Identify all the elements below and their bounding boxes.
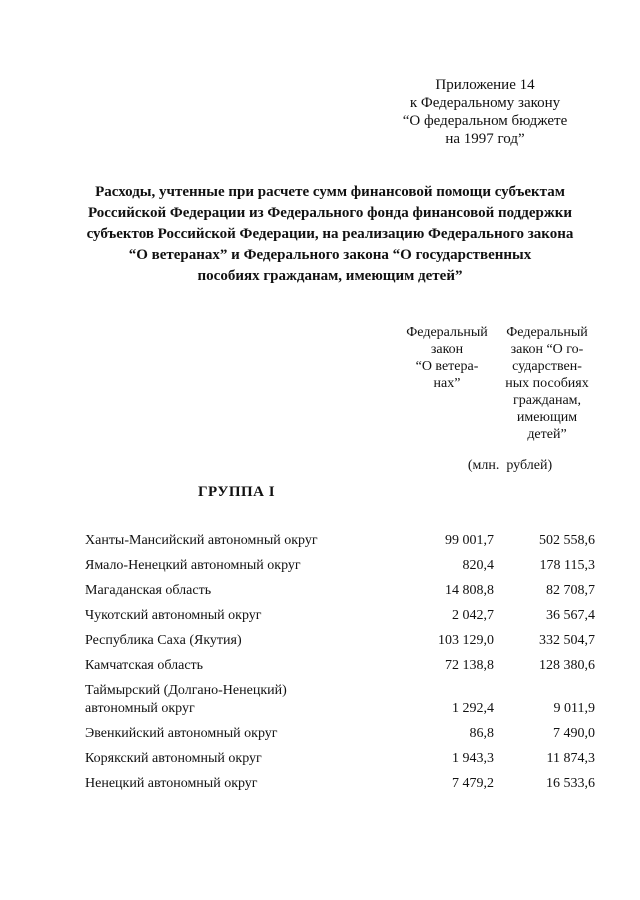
column-header-line: закон (430, 342, 464, 357)
column-header-line: имеющим (516, 410, 578, 425)
table-row (0, 557, 640, 575)
appendix-line: Приложение 14 (435, 77, 535, 93)
appendix-line: “О федеральном бюджете (402, 113, 568, 129)
table-row (0, 632, 640, 650)
table-row (0, 750, 640, 768)
region-name-line: автономный округ (85, 701, 195, 716)
table-row (0, 775, 640, 793)
appendix-line: к Федеральному закону (409, 95, 561, 111)
region-name: Ненецкий автономный округ (85, 776, 258, 791)
region-name: Магаданская область (85, 583, 212, 598)
region-name: Республика Саха (Якутия) (85, 633, 242, 648)
title-line: субъектов Российской Федерации, на реализацию Федерального закона (86, 226, 574, 242)
column-header-line: Федеральный (506, 325, 588, 340)
column-header-line: “О ветера- (415, 359, 479, 374)
region-name: Камчатская область (85, 658, 204, 673)
region-name (85, 682, 385, 718)
column-header-line: детей” (527, 427, 567, 442)
column-header-line: нах” (433, 376, 461, 391)
region-name-line: Таймырский (Долгано-Ненецкий) (85, 683, 287, 698)
column-header-line: сударствен- (512, 359, 582, 374)
title-line: Российской Федерации из Федерального фонда финансовой поддержки (87, 205, 573, 221)
table-row (0, 725, 640, 743)
child-benefits-value: 128 380,6 (539, 658, 595, 673)
table-row (0, 657, 640, 675)
child-benefits-value: 36 567,4 (546, 608, 595, 623)
table-row (0, 532, 640, 550)
column-header-line: гражданам, (512, 393, 582, 408)
child-benefits-value: 332 504,7 (539, 633, 595, 648)
group-title: ГРУППА I (198, 484, 276, 500)
appendix-line: на 1997 год” (445, 131, 525, 147)
appendix-header (370, 76, 600, 148)
region-table (0, 532, 640, 793)
veterans-value: 99 001,7 (445, 533, 494, 548)
column-header-line: Федеральный (406, 325, 488, 340)
column-header-line: закон “О го- (510, 342, 584, 357)
region-name: Эвенкийский автономный округ (85, 726, 278, 741)
column-header-child-benefits (497, 324, 597, 443)
veterans-value: 14 808,8 (445, 583, 494, 598)
veterans-value: 820,4 (462, 558, 494, 573)
table-row (0, 682, 640, 718)
title-line: пособиях гражданам, имеющим детей” (197, 268, 463, 284)
child-benefits-value: 82 708,7 (546, 583, 595, 598)
region-name: Чукотский автономный округ (85, 608, 262, 623)
veterans-value: 7 479,2 (452, 776, 494, 791)
region-name: Ханты-Мансийский автономный округ (85, 533, 318, 548)
column-header-veterans (397, 324, 497, 392)
child-benefits-value: 9 011,9 (553, 701, 595, 716)
region-name: Корякский автономный округ (85, 751, 262, 766)
title-line: Расходы, учтенные при расчете сумм финансовой помощи субъектам (95, 184, 565, 200)
region-name: Ямало-Ненецкий автономный округ (85, 558, 301, 573)
veterans-value: 86,8 (469, 726, 494, 741)
child-benefits-value: 502 558,6 (539, 533, 595, 548)
table-row (0, 607, 640, 625)
title-line: “О ветеранах” и Федерального закона “О государственных (128, 247, 532, 263)
veterans-value: 103 129,0 (438, 633, 494, 648)
column-header-line: ных пособиях (505, 376, 589, 391)
veterans-value: 2 042,7 (452, 608, 494, 623)
child-benefits-value: 7 490,0 (553, 726, 595, 741)
table-row (0, 582, 640, 600)
veterans-value: 1 292,4 (452, 701, 494, 716)
units-label: (млн. рублей) (467, 458, 553, 473)
child-benefits-value: 16 533,6 (546, 776, 595, 791)
child-benefits-value: 11 874,3 (546, 751, 595, 766)
child-benefits-value: 178 115,3 (539, 558, 595, 573)
veterans-value: 1 943,3 (452, 751, 494, 766)
veterans-value: 72 138,8 (445, 658, 494, 673)
document-title (60, 182, 600, 287)
